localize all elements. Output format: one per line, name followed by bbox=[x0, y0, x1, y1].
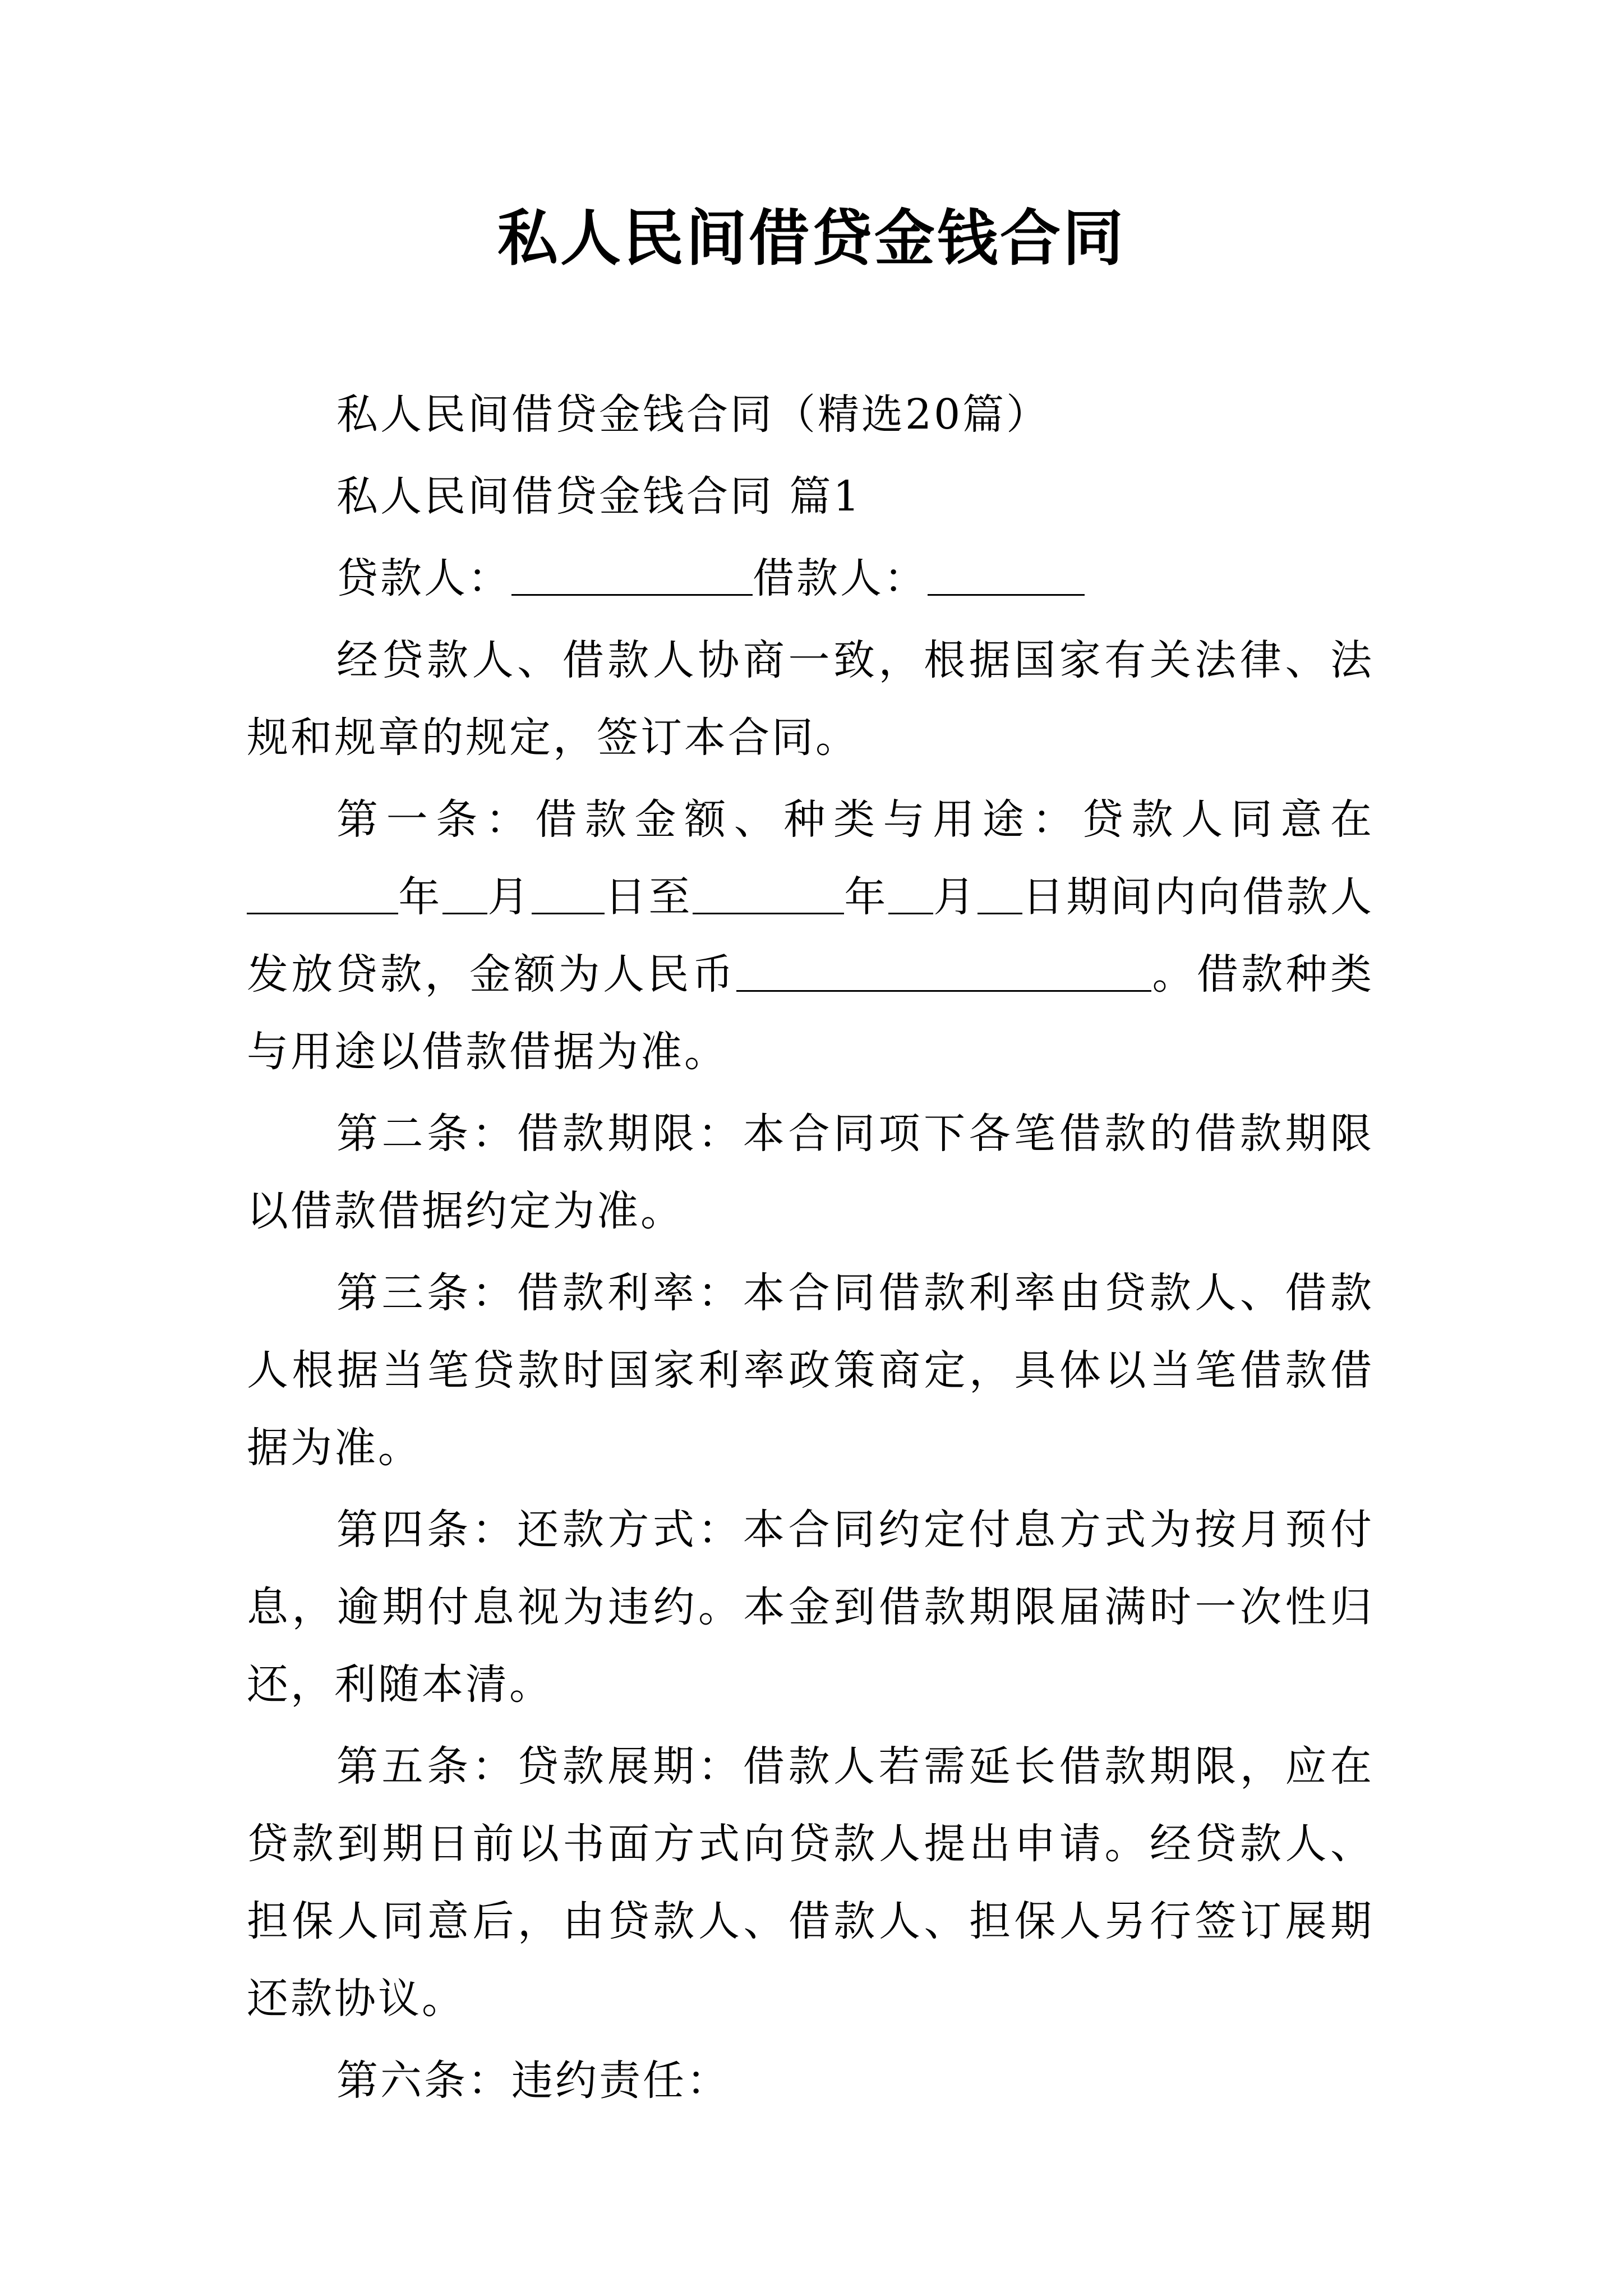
article-4: 第四条：还款方式：本合同约定付息方式为按月预付息，逾期付息视为违约。本金到借款期限届满时一次性归还，利随本清。 bbox=[247, 1506, 1374, 1709]
article-2: 第二条：借款期限：本合同项下各笔借款的借款期限以借款借据约定为准。 bbox=[247, 1110, 1374, 1235]
article-1-month2: 月 bbox=[933, 873, 978, 921]
parties-line bbox=[247, 540, 1374, 617]
end-year-blank bbox=[693, 873, 844, 914]
article-1-lead: 第一条：借款金额、种类与用途：贷款人同意在 bbox=[336, 795, 1374, 844]
lender-label: 贷款人： bbox=[336, 554, 511, 602]
article-1-year1: 年 bbox=[398, 873, 442, 921]
end-day-blank bbox=[978, 873, 1022, 914]
borrower-label: 借款人： bbox=[753, 554, 928, 602]
lender-blank bbox=[511, 555, 753, 596]
article-6: 第六条：违约责任： bbox=[336, 2056, 730, 2105]
article-1-tail: 。借款种类与用途以借款借据为准。 bbox=[247, 950, 1374, 1076]
article-1-year2: 年 bbox=[843, 873, 888, 921]
part-heading: 私人民间借贷金钱合同 篇1 bbox=[336, 472, 862, 521]
subtitle: 私人民间借贷金钱合同（精选20篇） bbox=[336, 390, 1050, 439]
start-year-blank bbox=[247, 873, 398, 914]
intro-paragraph: 经贷款人、借款人协商一致，根据国家有关法律、法规和规章的规定，签订本合同。 bbox=[247, 636, 1374, 762]
amount-blank bbox=[736, 951, 1151, 992]
start-month-blank bbox=[442, 873, 487, 914]
article-1-day1: 日至 bbox=[604, 873, 693, 921]
document-title: 私人民间借贷金钱合同 bbox=[497, 203, 1126, 274]
start-day-blank bbox=[532, 873, 605, 914]
article-1-day2: 日期间内向借款人发放贷款，金额为人民币 bbox=[247, 873, 1375, 999]
article-5: 第五条：贷款展期：借款人若需延长借款期限，应在贷款到期日前以书面方式向贷款人提出申请。经贷款人、担保人同意后，由贷款人、借款人、担保人另行签订展期还款协议。 bbox=[247, 1742, 1374, 2023]
document-body bbox=[247, 376, 1374, 2124]
article-3: 第三条：借款利率：本合同借款利率由贷款人、借款人根据当笔贷款时国家利率政策商定，具体以当笔借款借据为准。 bbox=[247, 1269, 1374, 1472]
borrower-blank bbox=[928, 555, 1085, 596]
end-month-blank bbox=[888, 873, 933, 914]
article-1-month1: 月 bbox=[487, 873, 532, 921]
article-1 bbox=[247, 781, 1374, 1091]
